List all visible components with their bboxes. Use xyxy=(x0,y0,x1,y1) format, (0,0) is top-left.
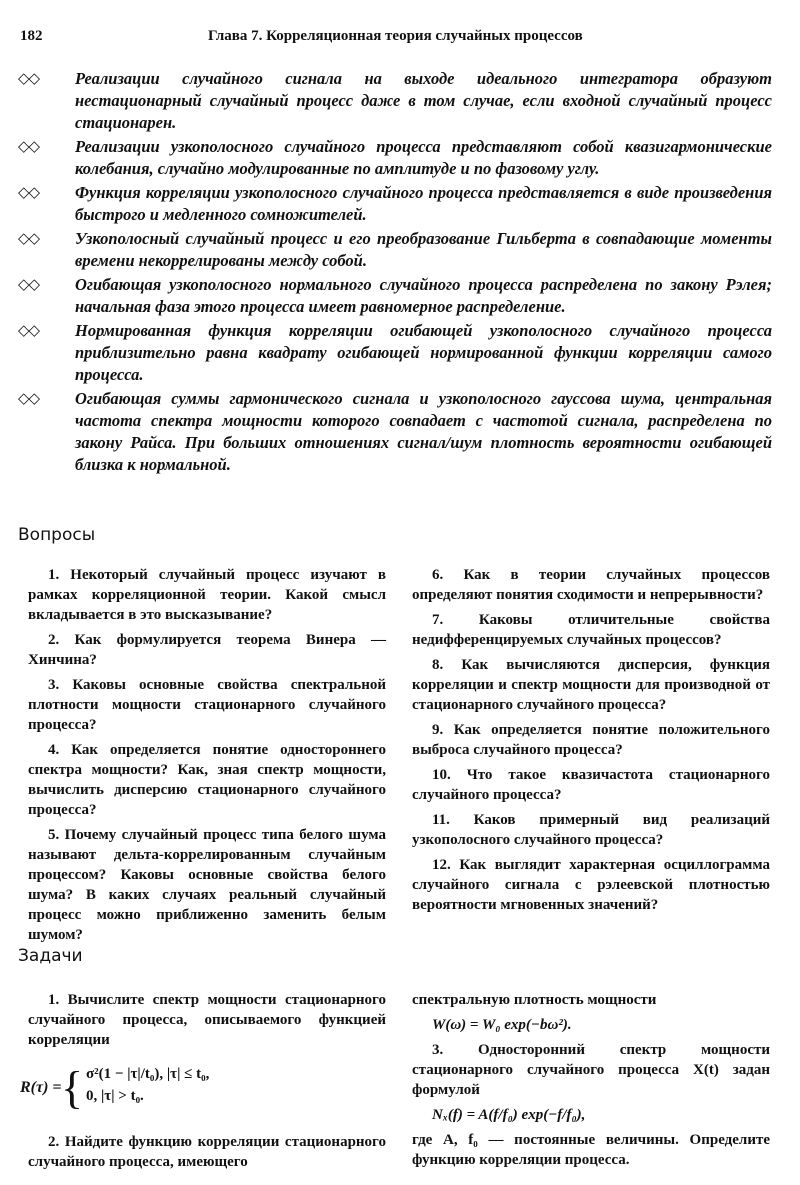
question-item: 6. Как в теории случайных процессов определяют понятия сходимости и непрерывности? xyxy=(412,567,770,603)
chapter-title: Глава 7. Корреляционная теория случайных процессов xyxy=(208,28,583,44)
summary-text: Огибающая суммы гармонического сигнала и узкополосного гауссова шума, центральная частота спектра мощности которого совпадает с частотой сигнала, распределена по закону Райса. При больших отношениях сигнал/шум плотность вероятности огибающей близка к нормальной. xyxy=(75,389,772,474)
summary-text: Узкополосный случайный процесс и его преобразование Гильберта в совпадающие моменты времени некоррелированы между собой. xyxy=(75,229,772,270)
question-item: 11. Каков примерный вид реализаций узкополосного случайного процесса? xyxy=(412,812,770,848)
tasks-left-column xyxy=(20,990,386,1177)
page-header xyxy=(20,28,780,52)
task-3-text: 3. Односторонний спектр мощности стационарного случайного процесса X(t) задан формулой xyxy=(412,1042,770,1098)
formula-case-2: 0, |τ| > t₀. xyxy=(86,1088,144,1104)
question-item: 2. Как формулируется теорема Винера — Хинчина? xyxy=(28,632,386,668)
questions-heading: Вопросы xyxy=(18,525,96,545)
question-item: 9. Как определяется понятие положительного выброса случайного процесса? xyxy=(412,722,770,758)
questions-left-column xyxy=(28,565,386,950)
formula-lhs: R(τ) = xyxy=(20,1079,62,1096)
task-3-equation: Nₓ(f) = A(f/f₀) exp(−f/f₀), xyxy=(432,1107,586,1123)
task-3-tail: где A, f₀ — постоянные величины. Определите функцию корреляции процесса. xyxy=(412,1132,770,1168)
task-1-text: 1. Вычислите спектр мощности стационарного случайного процесса, описываемого функцией корреляции xyxy=(28,992,386,1048)
task-2-equation: W(ω) = W₀ exp(−bω²). xyxy=(432,1017,572,1033)
summary-text: Реализации случайного сигнала на выходе идеального интегратора образуют нестационарный случайный процесс даже в том случае, если входной случайный процесс стационарен. xyxy=(75,69,772,132)
task-2-continuation: спектральную плотность мощности xyxy=(412,992,657,1008)
summary-item xyxy=(18,388,772,476)
question-item: 10. Что такое квазичастота стационарного случайного процесса? xyxy=(412,767,770,803)
task-1-formula xyxy=(20,1062,386,1116)
page-number: 182 xyxy=(20,28,43,44)
tasks-right-column xyxy=(412,990,770,1175)
questions-right-column xyxy=(412,565,770,920)
diamond-marker-icon: ◇◇ xyxy=(18,275,40,293)
diamond-marker-icon: ◇◇ xyxy=(18,229,40,247)
tasks-heading: Задачи xyxy=(18,946,83,966)
chapter-summary xyxy=(18,68,772,478)
question-item: 1. Некоторый случайный процесс изучают в рамках корреляционной теории. Какой смысл вкладывается в это высказывание? xyxy=(28,567,386,623)
formula-case-1: σ²(1 − |τ|/t₀), |τ| ≤ t₀, xyxy=(86,1066,210,1082)
question-item: 4. Как определяется понятие одностороннего спектра мощности? Как, зная спектр мощности, вычислить дисперсию стационарного случайного процесса? xyxy=(28,742,386,818)
diamond-marker-icon: ◇◇ xyxy=(18,137,40,155)
summary-text: Огибающая узкополосного нормального случайного процесса распределена по закону Рэлея; начальная фаза этого процесса имеет равномерное распределение. xyxy=(75,275,772,316)
diamond-marker-icon: ◇◇ xyxy=(18,69,40,87)
question-item: 5. Почему случайный процесс типа белого шума называют дельта-коррелированным случайным процессом? Каковы основные свойства белого шума? В каких случаях реальный случайный процесс можно приближенно заменить белым шумом? xyxy=(28,827,386,943)
summary-text: Функция корреляции узкополосного случайного процесса представляется в виде произведения быстрого и медленного сомножителей. xyxy=(75,183,772,224)
question-item: 3. Каковы основные свойства спектральной плотности мощности стационарного случайного процесса? xyxy=(28,677,386,733)
summary-item xyxy=(18,68,772,134)
diamond-marker-icon: ◇◇ xyxy=(18,183,40,201)
question-item: 12. Как выглядит характерная осциллограмма случайного сигнала с рэлеевской плотностью вероятности мгновенных значений? xyxy=(412,857,770,913)
summary-item xyxy=(18,136,772,180)
summary-item xyxy=(18,320,772,386)
summary-item xyxy=(18,274,772,318)
diamond-marker-icon: ◇◇ xyxy=(18,389,40,407)
formula-brace: { xyxy=(61,1062,84,1113)
diamond-marker-icon: ◇◇ xyxy=(18,321,40,339)
summary-item xyxy=(18,182,772,226)
summary-text: Нормированная функция корреляции огибающей узкополосного случайного процесса приблизительно равна квадрату огибающей нормированной функции корреляции самого процесса. xyxy=(75,321,772,384)
question-item: 7. Каковы отличительные свойства недифференцируемых случайных процессов? xyxy=(412,612,770,648)
summary-item xyxy=(18,228,772,272)
question-item: 8. Как вычисляются дисперсия, функция корреляции и спектр мощности для производной от стационарного случайного процесса? xyxy=(412,657,770,713)
task-2-text: 2. Найдите функцию корреляции стационарного случайного процесса, имеющего xyxy=(28,1134,386,1170)
summary-text: Реализации узкополосного случайного процесса представляют собой квазигармонические колебания, случайно модулированные по амплитуде и по фазовому углу. xyxy=(75,137,772,178)
